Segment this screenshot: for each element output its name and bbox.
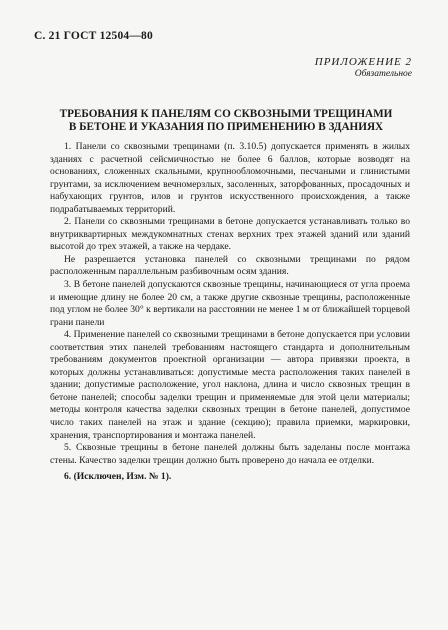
- document-title: [40, 108, 412, 134]
- paragraph-1: 1. Панели со сквозными трещинами (п. 3.10.5) допускается применять в жилых зданиях с расчетной сейсмичностью не более 6 баллов, которые возводят на основаниях, сложенных скальными, крупнообломочными, песчаными и глинистыми грунтами, за исключением вечномерзлых, засоленных, заторфованных, просадочных и набухающих грунтов, илов и грунтов искусственного происхождения, а также подрабатываемых территорий.: [50, 141, 410, 215]
- paragraph-2-note: Не разрешается установка панелей со сквозными трещинами по рядом расположенным параллельным разбивочным осям здания.: [50, 253, 410, 278]
- paragraph-4: 4. Применение панелей со сквозными трещинами в бетоне допускается при условии соответствия этих панелей требованиям настоящего стандарта и дополнительным требованиям документов проектной организации — автора привязки проекта, в которых должны устанавливаться: допустимые места расположения таких панелей в здании; допустимые расположение, угол наклона, длина и число сквозных трещин в бетоне панелей; способы заделки трещин и применяемые для этой цели материалы; методы контроля качества заделки сквозных трещин в бетоне панелей, допустимое число таких панелей на этаж и здание (секцию); правила приемки, маркировки, хранения, транспортирования и монтажа панелей.: [50, 329, 410, 441]
- paragraph-2: 2. Панели со сквозными трещинами в бетоне допускается устанавливать только во внутриквартирных междукомнатных стенах верхних трех этажей зданий или зданий высотой до трех этажей, а также на чердаке.: [50, 216, 410, 253]
- paragraph-3: 3. В бетоне панелей допускаются сквозные трещины, начинающиеся от угла проема и имеющие длину не более 20 см, а также другие сквозные трещины, расположенные под углом не более 30° к вертикали на расстоянии не менее 1 м от ближайшей торцевой грани панели: [50, 279, 410, 328]
- title-line-2: В БЕТОНЕ И УКАЗАНИЯ ПО ПРИМЕНЕНИЮ В ЗДАНИЯХ: [68, 121, 384, 133]
- paragraph-6-excluded: 6. (Исключен, Изм. № 1).: [64, 471, 172, 483]
- title-line-1: ТРЕБОВАНИЯ К ПАНЕЛЯМ СО СКВОЗНЫМИ ТРЕЩИНАМИ: [59, 108, 393, 120]
- document-body: [50, 141, 410, 484]
- paragraph-5: 5. Сквозные трещины в бетоне панелей должны быть заделаны после монтажа стены. Качество заделки трещин должно быть проверено до начала ее отделки.: [50, 442, 410, 466]
- appendix-label: [315, 56, 412, 79]
- page-header: С. 21 ГОСТ 12504—80: [34, 30, 153, 42]
- appendix-subtitle: Обязательное: [354, 69, 412, 79]
- appendix-title: ПРИЛОЖЕНИЕ 2: [314, 56, 412, 68]
